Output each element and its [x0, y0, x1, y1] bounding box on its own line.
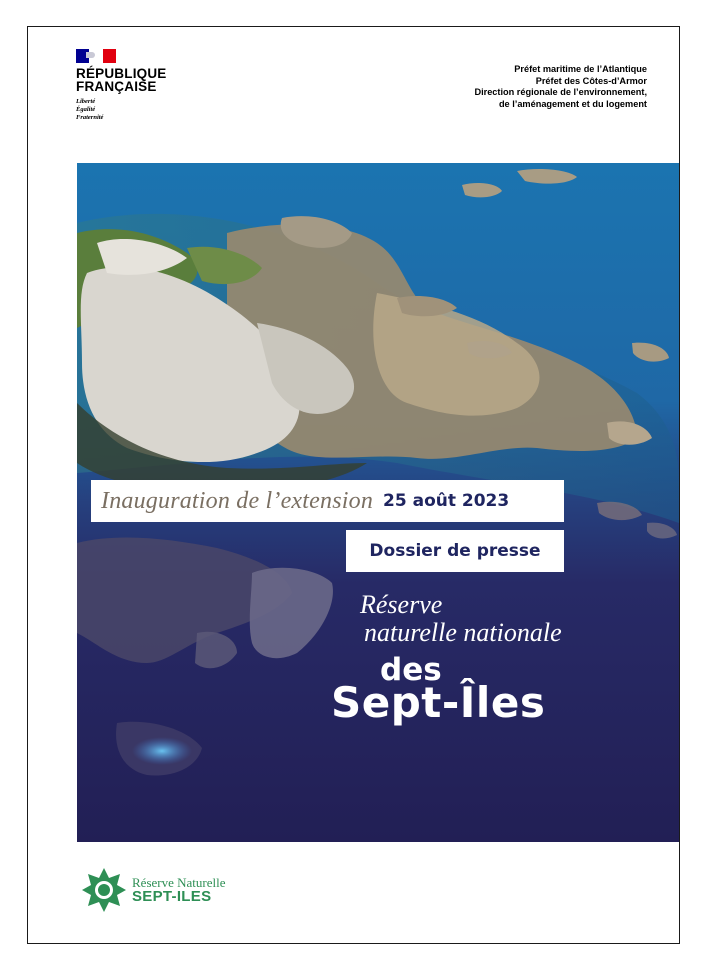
- inauguration-label: Inauguration de l’extension: [101, 487, 374, 514]
- motto-liberte: Liberté: [76, 98, 96, 105]
- reserve-logo-line-1: Réserve Naturelle: [132, 875, 226, 890]
- title-sept-iles: Sept-Îles: [331, 678, 546, 727]
- reserve-logo-line-2: SEPT-ILES: [132, 888, 212, 905]
- authority-prefet-maritime: Préfet maritime de l’Atlantique: [514, 64, 647, 74]
- title-naturelle-nationale: naturelle nationale: [364, 618, 562, 647]
- republic-name: [76, 67, 196, 93]
- reserve-logo-text: [132, 876, 225, 904]
- authority-prefet-cotes-armor: Préfet des Côtes-d’Armor: [535, 75, 647, 86]
- inauguration-banner: [91, 480, 564, 522]
- republic-motto: [76, 98, 196, 122]
- republic-line-1: RÉPUBLIQUE: [76, 66, 167, 81]
- republic-line-2: FRANÇAISE: [76, 79, 157, 94]
- press-kit-banner: [346, 530, 564, 572]
- motto-egalite: Égalité: [76, 106, 96, 113]
- motto-fraternite: Fraternité: [76, 114, 104, 121]
- title-des: des: [380, 652, 442, 688]
- inauguration-date: 25 août 2023: [383, 491, 510, 511]
- document-type-label: Dossier de presse: [369, 541, 541, 561]
- authority-dreal-line-1: Direction régionale de l’environnement,: [474, 87, 647, 97]
- marianne-flag-icon: [76, 49, 116, 63]
- reserve-naturelle-logo: [80, 865, 225, 915]
- issuing-authorities: [317, 64, 647, 110]
- republique-francaise-logo: [76, 49, 196, 122]
- authority-dreal-line-2: de l’aménagement et du logement: [498, 98, 647, 109]
- reserve-star-emblem-icon: [80, 866, 128, 914]
- title-reserve: Réserve: [360, 590, 443, 619]
